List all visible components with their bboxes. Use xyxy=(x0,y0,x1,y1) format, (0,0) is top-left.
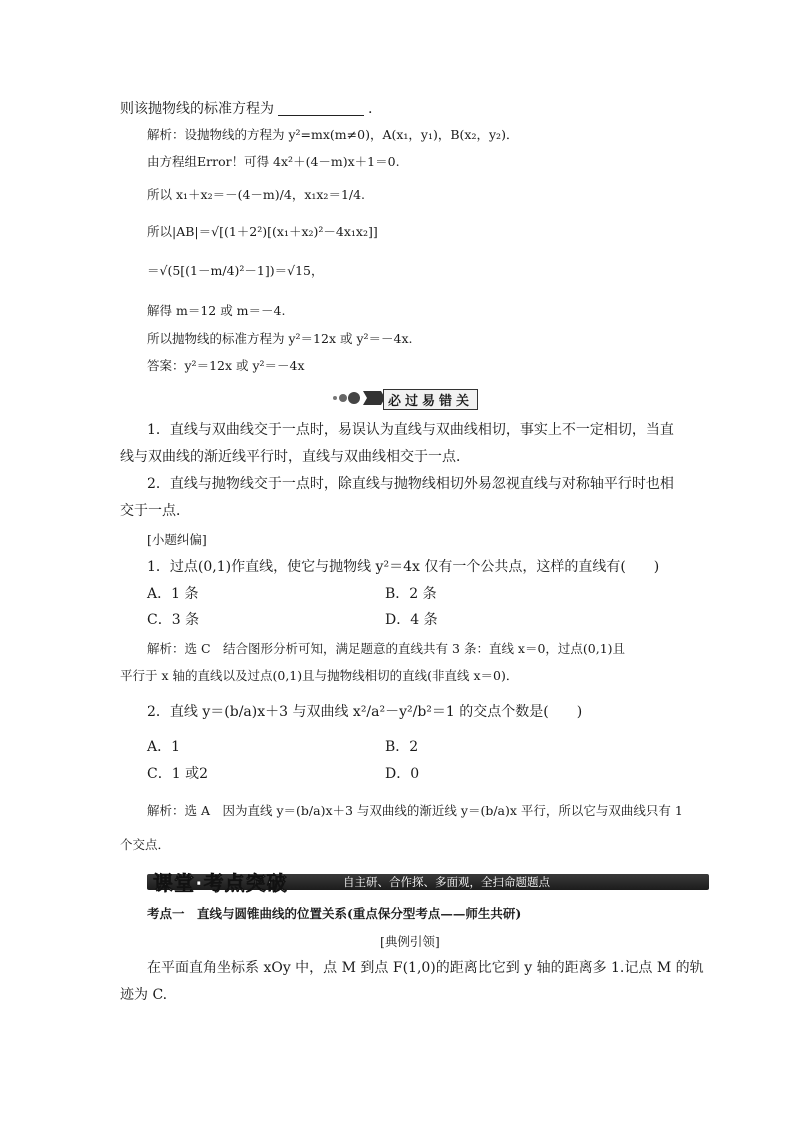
topic-heading: 考点一 直线与圆锥曲线的位置关系(重点保分型考点——师生共研) xyxy=(147,906,522,921)
pitfall-2-line-2: 交于一点． xyxy=(120,503,190,519)
exercise-1-solution-1: 解析：选 C 结合图形分析可知，满足题意的直线共有 3 条：直线 x＝0，过点(0,1)且 xyxy=(147,641,626,656)
option-c-1: C．3 条 xyxy=(147,612,200,628)
example-heading: [典例引领] xyxy=(380,934,440,949)
solution-line-1: 解析：设抛物线的方程为 y²=mx(m≠0)，A(x₁，y₁)，B(x₂，y₂)． xyxy=(147,127,519,142)
option-a-1: A．1 条 xyxy=(147,586,199,602)
answer-line: 答案：y²＝12x 或 y²＝－4x xyxy=(147,358,305,373)
option-b-2: B．2 xyxy=(385,739,419,755)
exercise-1-stem: 1．过点(0,1)作直线，使它与抛物线 y²＝4x 仅有一个公共点，这样的直线有( ) xyxy=(147,559,660,575)
example-stem-line-2: 迹为 C. xyxy=(120,987,168,1003)
answer-blank xyxy=(278,101,364,116)
option-b-1: B．2 条 xyxy=(385,586,437,602)
solution-line-7: 所以抛物线的标准方程为 y²＝12x 或 y²＝－4x. xyxy=(147,331,413,346)
exercise-2-stem: 2．直线 y＝(b/a)x＋3 与双曲线 x²/a²－y²/b²＝1 的交点个数是( ) xyxy=(147,704,583,720)
option-c-2: C．1 或2 xyxy=(147,766,208,782)
question-stem-line: 则该抛物线的标准方程为 . xyxy=(120,101,373,117)
exercise-1-solution-2: 平行于 x 轴的直线以及过点(0,1)且与抛物线相切的直线(非直线 x＝0)． xyxy=(120,668,519,683)
option-a-2: A．1 xyxy=(147,739,181,755)
option-d-2: D．0 xyxy=(385,766,420,782)
exercise-2-solution-2: 个交点． xyxy=(120,837,171,852)
solution-line-5: ＝√(5[(1－m/4)²－1])＝√15， xyxy=(147,263,324,278)
solution-line-2: 由方程组Error！可得 4x²＋(4－m)x＋1＝0. xyxy=(147,154,400,169)
solution-line-4: 所以|AB|＝√[(1＋2²)[(x₁＋x₂)²－4x₁x₂]] xyxy=(147,224,378,239)
solution-line-6: 解得 m＝12 或 m＝－4. xyxy=(147,303,286,318)
exercise-2-solution-1: 解析：选 A 因为直线 y＝(b/a)x＋3 与双曲线的渐近线 y＝(b/a)x 平行，所以它与双曲线只有 1 xyxy=(147,803,683,818)
option-d-1: D．4 条 xyxy=(385,612,438,628)
pitfall-1-line-1: 1．直线与双曲线交于一点时，易误认为直线与双曲线相切，事实上不一定相切，当直 xyxy=(147,422,674,438)
section-title-bar xyxy=(147,871,709,893)
section-subtitle: 自主研、合作探、多面观，全扫命题题点 xyxy=(343,875,550,889)
small-section-banner xyxy=(327,388,517,408)
pitfall-1-line-2: 线与双曲线的渐近线平行时，直线与双曲线相交于一点． xyxy=(120,449,470,465)
section-title: 课堂·考点突破 xyxy=(153,871,288,895)
dots-arrow-icon xyxy=(327,388,387,408)
example-stem-line-1: 在平面直角坐标系 xOy 中，点 M 到点 F(1,0)的距离比它到 y 轴的距离多 1.记点 M 的轨 xyxy=(147,960,704,976)
banner-label: 必过易错关 xyxy=(383,389,478,410)
pitfall-2-line-1: 2．直线与抛物线交于一点时，除直线与抛物线相切外易忽视直线与对称轴平行时也相 xyxy=(147,476,674,492)
exercise-heading: [小题纠偏] xyxy=(147,532,207,547)
solution-line-3: 所以 x₁＋x₂＝－(4－m)/4，x₁x₂＝1/4. xyxy=(147,187,366,202)
